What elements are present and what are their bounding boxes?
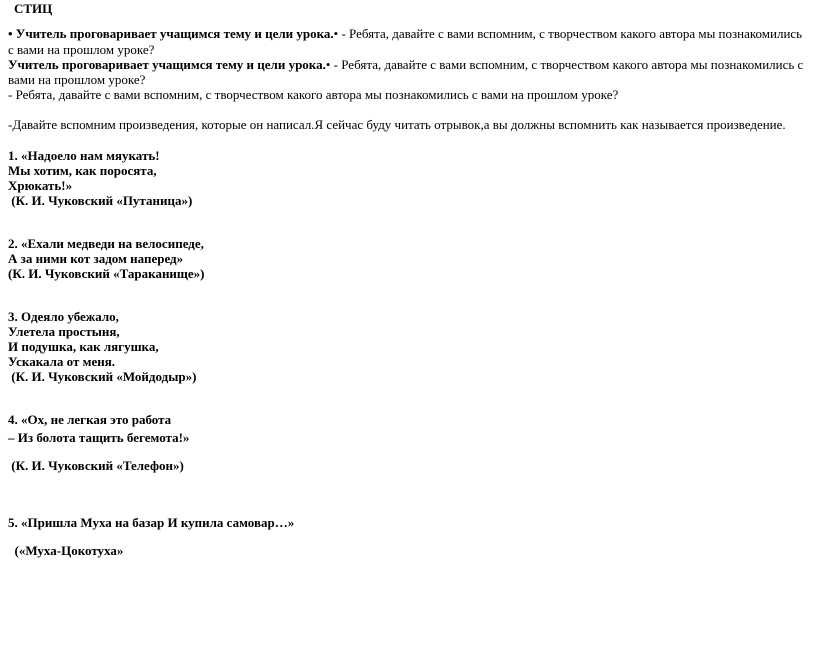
riddle-3-line-4: Ускакала от меня. (8, 354, 116, 369)
riddle-5-answer: («Муха-Цокотуха» (8, 543, 124, 558)
riddle-3-line-2: Улетела простыня, (8, 324, 120, 339)
riddle-1-line-3: Хрюкать!» (8, 178, 73, 193)
intro-line-3-bold: Учитель проговаривает учащимся тему и цели урока. (8, 57, 326, 72)
riddle-4-line-2: – Из болота тащить бегемота!» (8, 430, 190, 445)
intro-line-3 (8, 57, 803, 73)
riddle-3-line-1: 3. Одеяло убежало, (8, 309, 119, 324)
page-title: СТИЦ (14, 1, 53, 16)
intro-line-1 (8, 26, 802, 42)
intro-line-1-rest: - Ребята, давайте с вами вспомним, с творчеством какого автора мы познакомились (338, 26, 803, 41)
intro-line-1-bold: • Учитель проговаривает учащимся тему и цели урока. (8, 26, 334, 41)
intro-line-2: с вами на прошлом уроке? (8, 42, 155, 57)
riddle-5-line-1: 5. «Пришла Муха на базар И купила самовар…» (8, 515, 295, 530)
riddle-1-answer: (К. И. Чуковский «Путаница») (8, 193, 193, 208)
riddle-1-line-1: 1. «Надоело нам мяукать! (8, 148, 160, 163)
riddle-4-line-1: 4. «Ох, не легкая это работа (8, 412, 172, 427)
riddle-4-answer: (К. И. Чуковский «Телефон») (8, 458, 184, 473)
riddle-2-line-1: 2. «Ехали медведи на велосипеде, (8, 236, 204, 251)
intro-line-4: вами на прошлом уроке? (8, 72, 146, 87)
intro-line-6: -Давайте вспомним произведения, которые он написал.Я сейчас буду читать отрывок,а вы должны вспомнить как называется произведение. (8, 117, 786, 132)
bullet-icon: • (333, 26, 339, 41)
riddle-2-line-2: А за ними кот задом наперед» (8, 251, 184, 266)
intro-line-5: - Ребята, давайте с вами вспомним, с творчеством какого автора мы познакомились с вами на прошлом уроке? (8, 87, 619, 102)
intro-line-3-rest: - Ребята, давайте с вами вспомним, с творчеством какого автора мы познакомились с (330, 57, 804, 72)
riddle-3-line-3: И подушка, как лягушка, (8, 339, 159, 354)
bullet-icon: • (325, 57, 331, 72)
riddle-3-answer: (К. И. Чуковский «Мойдодыр») (8, 369, 197, 384)
riddle-1-line-2: Мы хотим, как поросята, (8, 163, 157, 178)
riddle-2-answer: (К. И. Чуковский «Тараканище») (8, 266, 205, 281)
